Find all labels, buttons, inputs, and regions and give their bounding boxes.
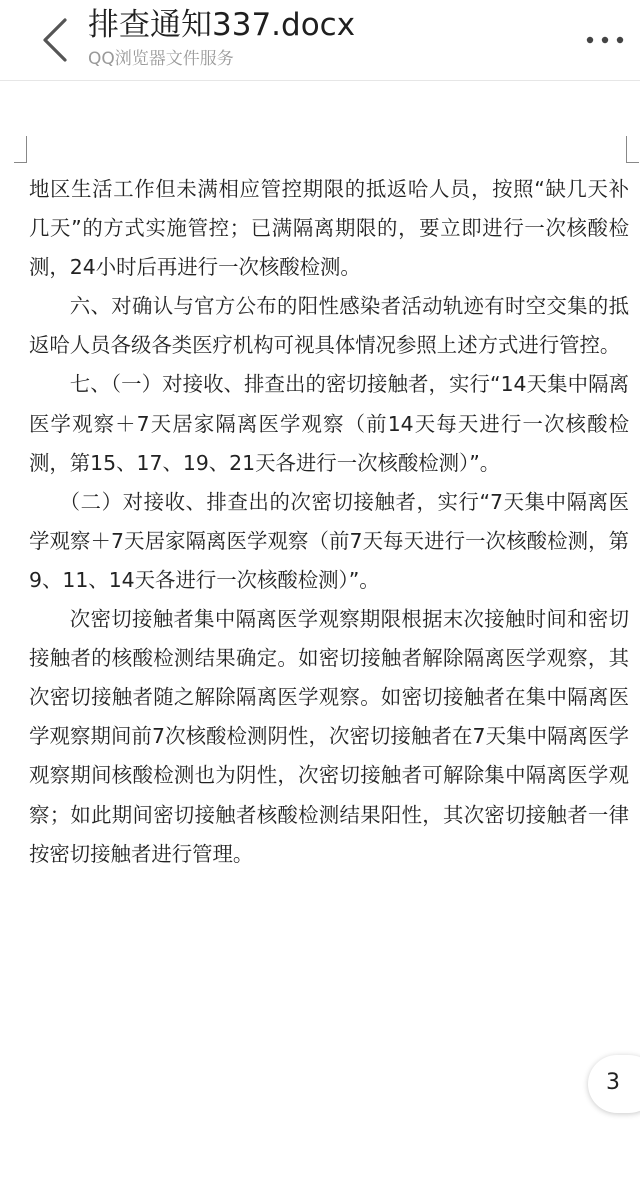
document-source: QQ浏览器文件服务 (88, 49, 234, 69)
document-title: 排查通知337.docx (88, 7, 356, 43)
back-button[interactable] (30, 12, 80, 68)
page-margin-mark-left (14, 136, 27, 163)
more-dots-icon (585, 35, 625, 45)
document-paragraph: 七、（一）对接收、排查出的密切接触者，实行“14天集中隔离医学观察＋7天居家隔离医学观察（前14天每天进行一次核酸检测，第15、17、19、21天各进行一次核酸检测）”。 (29, 372, 629, 475)
document-page (29, 170, 629, 874)
page-indicator[interactable] (588, 1055, 640, 1113)
document-paragraph: （二）对接收、排查出的次密切接触者，实行“7天集中隔离医学观察＋7天居家隔离医学观察（前7天每天进行一次核酸检测，第9、11、14天各进行一次核酸检测）”。 (29, 489, 629, 592)
more-button[interactable] (578, 24, 632, 56)
page-number: 3 (606, 1070, 620, 1095)
document-paragraph: 六、对确认与官方公布的阳性感染者活动轨迹有时空交集的抵返哈人员各级各类医疗机构可视具体情况参照上述方式进行管控。 (29, 294, 629, 358)
top-bar (0, 0, 640, 81)
page-margin-mark-right (626, 136, 639, 163)
document-paragraph: 地区生活工作但未满相应管控期限的抵返哈人员，按照“缺几天补几天”的方式实施管控；已满隔离期限的，要立即进行一次核酸检测，24小时后再进行一次核酸检测。 (29, 177, 629, 280)
document-paragraph: 次密切接触者集中隔离医学观察期限根据末次接触时间和密切接触者的核酸检测结果确定。如密切接触者解除隔离医学观察，其次密切接触者随之解除隔离医学观察。如密切接触者在集中隔离医学观察期间前7次核酸检测阴性，次密切接触者在7天集中隔离医学观察期间核酸检测也为阴性，次密切接触者可解除集中隔离医学观察；如此期间密切接触者核酸检测结果阳性，其次密切接触者一律按密切接触者进行管理。 (29, 607, 629, 866)
chevron-left-icon (42, 17, 68, 63)
